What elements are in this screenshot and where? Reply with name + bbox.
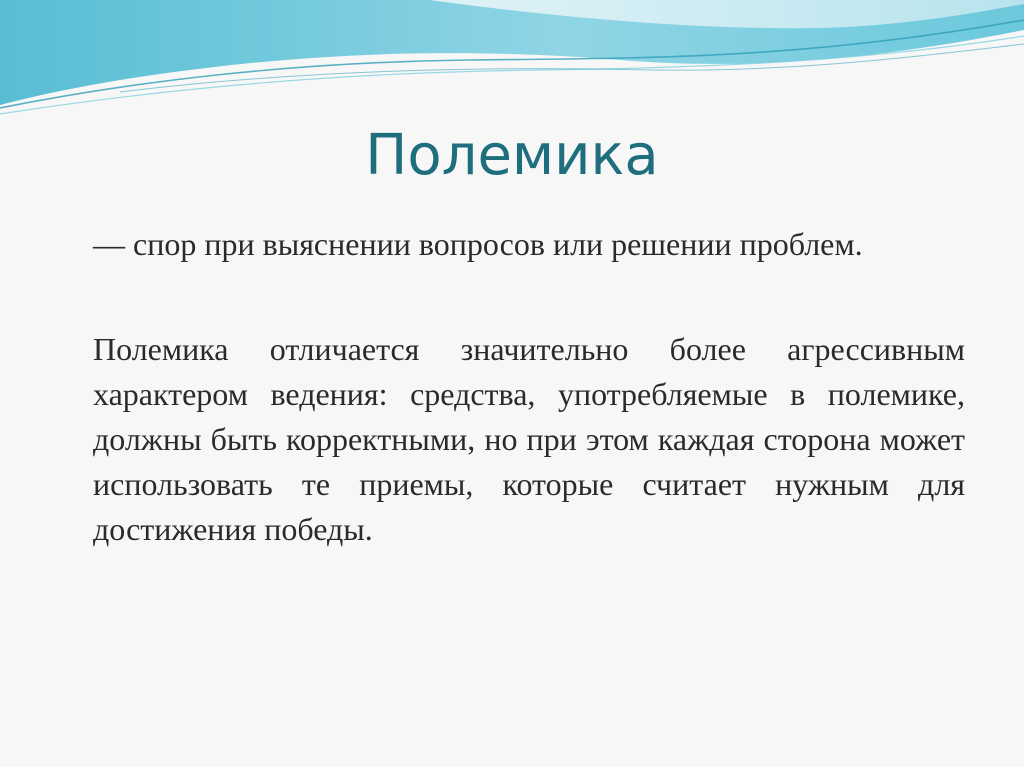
definition-paragraph: — спор при выяснении вопросов или решении проблем. xyxy=(93,226,863,262)
slide-body xyxy=(93,222,965,552)
description-paragraph: Полемика отличается значительно более агрессивным характером ведения: средства, употребляемые в полемике, должны быть корректными, но при этом каждая сторона может использовать те приемы, которые считает нужным для достижения победы. xyxy=(93,331,965,547)
slide-title: Полемика xyxy=(365,123,659,188)
decorative-wave-header xyxy=(0,0,1024,130)
